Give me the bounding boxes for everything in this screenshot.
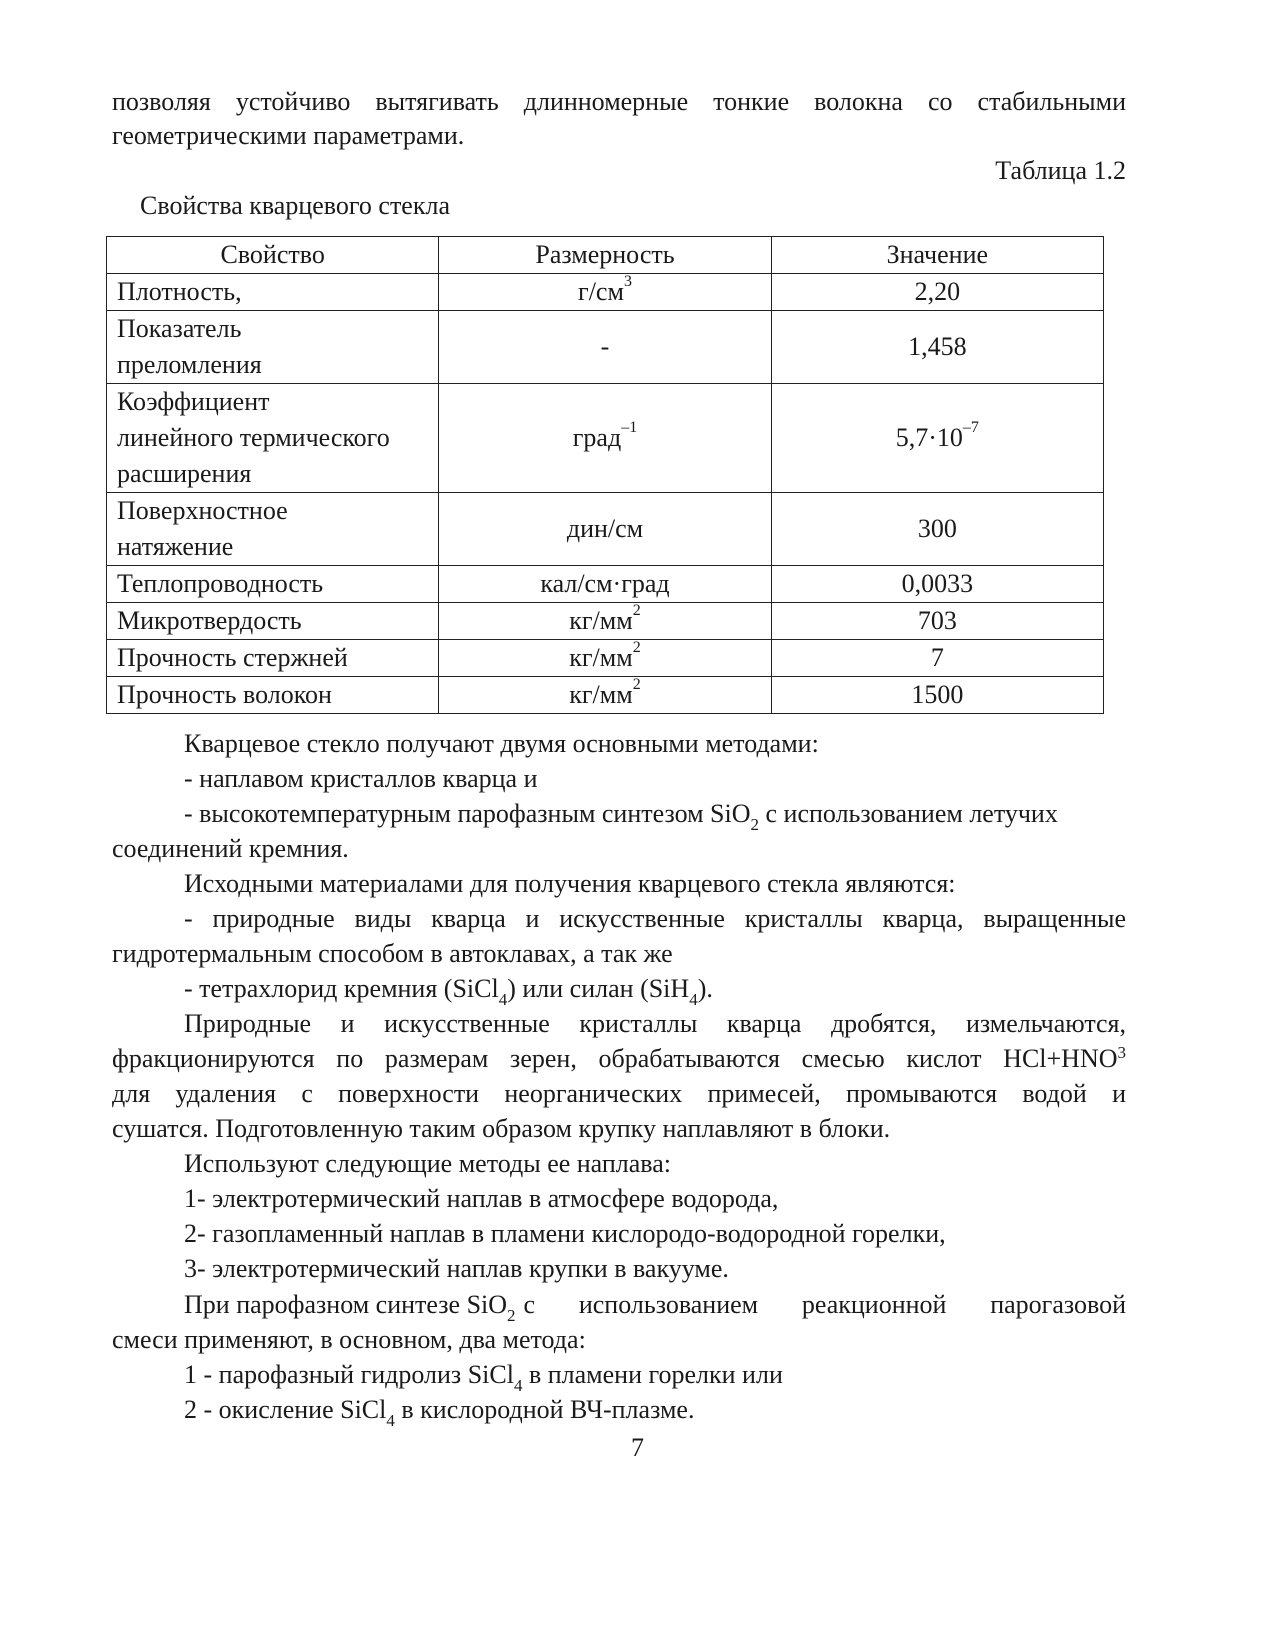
cell-unit-exponent: 2 [632, 676, 641, 694]
cell-unit-text: кг/мм [569, 606, 633, 635]
vapor-method-1 [184, 1357, 783, 1396]
cell-unit-text: кг/мм [569, 643, 633, 672]
intro-line-1-text: позволяя устойчиво вытягивать длинномерные тонкие волокна со стабильными [112, 87, 1126, 116]
paragraph-vapor-synthesis [184, 1287, 1126, 1326]
cell-property-line: Коэффициент [117, 387, 270, 416]
text-fragment: в пламени горелки или [522, 1360, 783, 1389]
cell-value [771, 566, 1103, 603]
cell-unit [439, 384, 771, 493]
paragraph-melting-methods: Используют следующие методы ее наплава: [184, 1149, 672, 1178]
cell-value [771, 311, 1103, 384]
cell-unit-text: кг/мм [569, 680, 633, 709]
text-fragment: При парофазном синтезе SiO [184, 1290, 508, 1319]
table-row [107, 311, 1104, 384]
cell-property [107, 493, 439, 566]
header-property: Свойство [107, 237, 439, 274]
table-label: Таблица 1.2 [995, 156, 1126, 185]
cell-unit-text: - [600, 332, 610, 361]
text-fragment: 1 - парофазный гидролиз SiCl [184, 1360, 514, 1389]
cell-value [771, 640, 1103, 677]
cell-unit [439, 677, 771, 714]
table-header-row [107, 237, 1104, 274]
subscript: 4 [498, 990, 508, 1010]
page-number: 7 [631, 1433, 644, 1462]
method-3: 3- электротермический наплав крупки в вакууме. [184, 1254, 729, 1283]
text-fragment: ). [697, 974, 713, 1003]
table-caption: Свойства кварцевого стекла [140, 191, 450, 220]
subscript: 4 [689, 990, 698, 1010]
cell-unit-exponent: –1 [621, 419, 638, 437]
header-value: Значение [771, 237, 1103, 274]
table-row [107, 384, 1104, 493]
cell-unit [439, 274, 771, 311]
properties-table [106, 236, 1104, 714]
cell-unit-text: кал/см·град [540, 569, 670, 598]
table-row [107, 677, 1104, 714]
cell-value-text: 5,7·10 [895, 423, 963, 452]
list-item-quartz-cont: гидротермальным способом в автоклавах, а так же [112, 939, 673, 968]
list-item-melting: - наплавом кристаллов кварца и [184, 764, 538, 793]
table-row [107, 566, 1104, 603]
cell-unit [439, 603, 771, 640]
subscript: 4 [513, 1376, 523, 1396]
text-fragment: с использованием реакционной парогазовой [523, 1290, 1126, 1319]
cell-unit-text: дин/см [566, 514, 644, 543]
cell-value [771, 603, 1103, 640]
cell-value [771, 384, 1103, 493]
list-item-synthesis [184, 796, 1058, 835]
cell-value-exponent: –7 [962, 419, 979, 437]
table-row [107, 640, 1104, 677]
text-fragment: - природные виды кварца и искусственные кристаллы кварца, выращенные [184, 904, 1126, 933]
cell-unit-exponent: 3 [623, 273, 632, 291]
cell-property [107, 677, 439, 714]
cell-property [107, 384, 439, 493]
text-fragment: ) или силан (SiH [507, 974, 690, 1003]
cell-property-line: Прочность волокон [117, 680, 332, 709]
text-fragment: с использованием летучих [759, 799, 1058, 828]
text-fragment: в кислородной ВЧ-плазме. [394, 1395, 695, 1424]
intro-line-1 [112, 84, 1126, 120]
paragraph-crystals-1 [184, 1006, 1126, 1042]
cell-unit-exponent: 2 [632, 602, 641, 620]
table-row [107, 493, 1104, 566]
subscript: 2 [507, 1306, 516, 1326]
text-fragment: Природные и искусственные кристаллы кварца дробятся, измельчаются, [184, 1009, 1126, 1038]
cell-unit-exponent: 2 [632, 639, 641, 657]
vapor-method-2 [184, 1392, 695, 1431]
intro-line-2: геометрическими параметрами. [112, 121, 465, 150]
cell-property-line: Теплопроводность [117, 569, 324, 598]
cell-value-text: 0,0033 [901, 569, 974, 598]
cell-property [107, 311, 439, 384]
cell-value [771, 677, 1103, 714]
paragraph-raw-materials: Исходными материалами для получения кварцевого стекла являются: [184, 869, 956, 898]
paragraph-crystals-4: сушатся. Подготовленную таким образом крупку наплавляют в блоки. [112, 1114, 891, 1143]
paragraph-vapor-synthesis-cont: смеси применяют, в основном, два метода: [112, 1325, 586, 1354]
cell-unit-text: г/см [578, 277, 624, 306]
cell-property-line: расширения [117, 459, 252, 488]
cell-value-text: 703 [917, 606, 957, 635]
cell-property-line: натяжение [117, 532, 234, 561]
paragraph-crystals-2 [112, 1041, 1126, 1077]
cell-property-line: Микротвердость [117, 606, 302, 635]
cell-property [107, 274, 439, 311]
subscript: 3 [1117, 1043, 1126, 1062]
cell-value [771, 274, 1103, 311]
list-item-synthesis-cont: соединений кремния. [112, 834, 349, 863]
cell-property-line: линейного термического [117, 423, 390, 452]
text-fragment [184, 1287, 516, 1326]
cell-value-text: 1500 [911, 680, 964, 709]
list-item-quartz [184, 901, 1126, 937]
cell-property-line: Плотность, [117, 277, 242, 306]
cell-property [107, 640, 439, 677]
method-2: 2- газопламенный наплав в пламени кислородо-водородной горелки, [184, 1219, 946, 1248]
text-fragment: фракционируются по размерам зерен, обрабатываются смесью кислот HCl+HNO [112, 1044, 1118, 1073]
method-1: 1- электротермический наплав в атмосфере водорода, [184, 1184, 779, 1213]
table-row [107, 603, 1104, 640]
cell-value-text: 1,458 [908, 332, 967, 361]
cell-value-text: 7 [930, 643, 944, 672]
text-fragment: для удаления с поверхности неорганических примесей, промываются водой и [112, 1079, 1126, 1108]
text-fragment: - высокотемпературным парофазным синтезом SiO [184, 799, 751, 828]
paragraph-crystals-3 [112, 1076, 1126, 1112]
cell-value-text: 300 [917, 514, 957, 543]
cell-value-text: 2,20 [914, 277, 961, 306]
cell-unit [439, 311, 771, 384]
cell-value [771, 493, 1103, 566]
paragraph-methods: Кварцевое стекло получают двумя основными методами: [184, 729, 819, 758]
cell-unit-text: град [572, 423, 622, 452]
cell-property-line: Поверхностное [117, 496, 288, 525]
header-unit: Размерность [439, 237, 771, 274]
text-fragment: 2 - окисление SiCl [184, 1395, 387, 1424]
table-row [107, 274, 1104, 311]
cell-unit [439, 640, 771, 677]
cell-property-line: преломления [117, 350, 262, 379]
cell-unit [439, 566, 771, 603]
cell-property [107, 566, 439, 603]
subscript: 2 [750, 815, 760, 835]
cell-unit [439, 493, 771, 566]
text-fragment: - тетрахлорид кремния (SiCl [184, 974, 499, 1003]
list-item-silicon-compounds [184, 971, 713, 1010]
subscript: 4 [386, 1411, 395, 1431]
cell-property [107, 603, 439, 640]
cell-property-line: Прочность стержней [117, 643, 348, 672]
cell-property-line: Показатель [117, 314, 242, 343]
